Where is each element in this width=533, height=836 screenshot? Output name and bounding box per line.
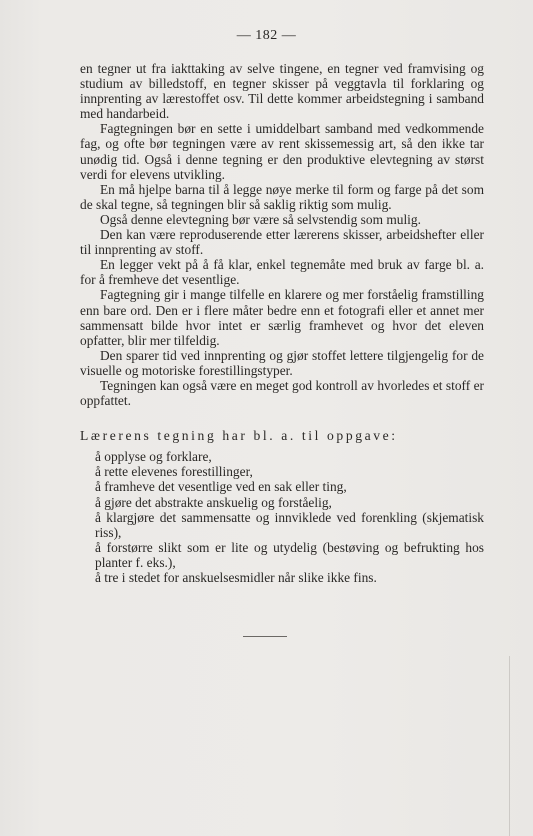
task-list	[80, 449, 484, 585]
list-item: å opplyse og forklare,	[95, 449, 212, 465]
paragraph: Tegningen kan også være en meget god kontroll av hvorledes et stoff er oppfattet.	[80, 377, 484, 409]
paragraph: en tegner ut fra iakttaking av selve tingene, en tegner ved framvising og studium av billedstoff, en tegner skisser på veggtavla til forklaring og innprenting av lærestoffet osv. Til dette kommer arbeidstegning i samband med handarbeid.	[80, 61, 484, 122]
list-item: å rette elevenes forestillinger,	[95, 464, 253, 480]
paragraph: En legger vekt på å få klar, enkel tegnemåte med bruk av farge bl. a. for å fremheve det vesentlige.	[80, 257, 484, 288]
body-text	[80, 61, 484, 585]
paragraph: Også denne elevtegning bør være så selvstendig som mulig.	[100, 211, 421, 227]
list-item: å forstørre slikt som er lite og utydelig (bestøving og befrukting hos planter f. eks.),	[95, 539, 484, 570]
list-item: å tre i stedet for anskuelsesmidler når slike ikke fins.	[95, 570, 377, 585]
section-heading: Lærerens tegning har bl. a. til oppgave:	[80, 428, 398, 444]
page-edge-line	[509, 656, 510, 836]
section-divider	[243, 636, 287, 637]
list-item: å klargjøre det sammensatte og innviklede ved forenkling (skjematisk riss),	[95, 509, 484, 540]
list-item: å gjøre det abstrakte anskuelig og forståelig,	[95, 494, 332, 510]
paragraph: Fagtegningen bør en sette i umiddelbart samband med vedkommende fag, og ofte bør tegningen være av rent skissemessig art, så den ikke tar unødig tid. Også i denne tegning er den produktive elevtegning av størst verdi for elevens utvikling.	[80, 121, 484, 182]
list-item: å framheve det vesentlige ved en sak eller ting,	[95, 479, 347, 495]
paragraph: Den sparer tid ved innprenting og gjør stoffet lettere tilgjengelig for de visuelle og motoriske forestillingstyper.	[80, 347, 484, 378]
paragraph: Fagtegning gir i mange tilfelle en klarere og mer forståelig framstilling enn bare ord. Den er i flere måter bedre enn et fotografi eller et annet mer sammensatt bilde hvor intet er særlig framhevet og hvor det eleven opfatter, blir mer tilfeldig.	[80, 287, 484, 348]
paragraph: Den kan være reproduserende etter lærerens skisser, arbeidshefter eller til innprenting av stoff.	[80, 227, 484, 258]
paragraph: En må hjelpe barna til å legge nøye merke til form og farge på det som de skal tegne, så tegningen blir så saklig riktig som mulig.	[80, 181, 484, 212]
page-number: — 182 —	[236, 28, 297, 43]
